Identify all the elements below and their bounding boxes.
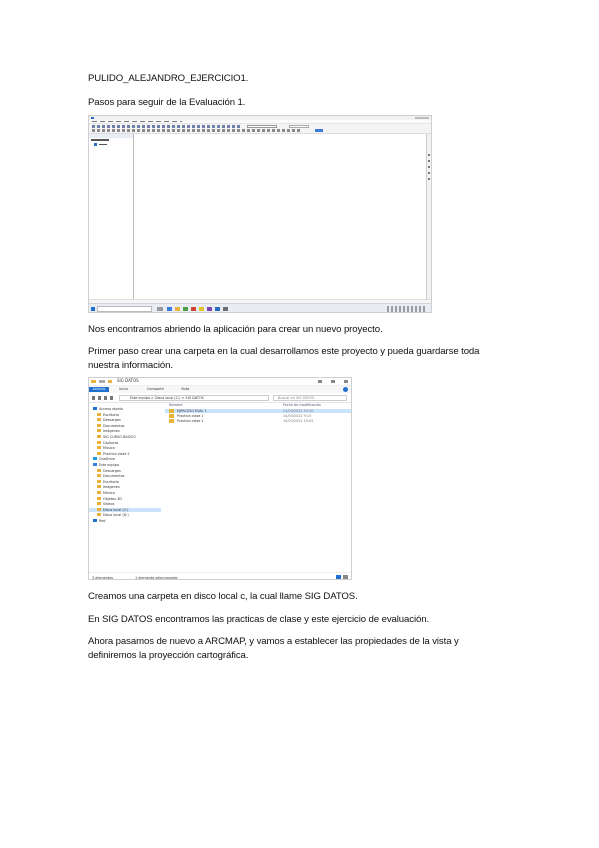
nav-item-label: Imágenes bbox=[103, 485, 120, 490]
nav-item-label: Vídeos bbox=[103, 502, 115, 507]
nav-item-icon bbox=[97, 424, 101, 427]
nav-item-label: Descargas bbox=[103, 418, 121, 423]
nav-item[interactable] bbox=[89, 519, 161, 523]
nav-item-icon bbox=[93, 519, 97, 522]
nav-item-icon bbox=[97, 497, 101, 500]
toolbar-icons-row2[interactable] bbox=[92, 129, 302, 132]
window-controls[interactable] bbox=[318, 380, 348, 383]
explorer-titlebar bbox=[89, 378, 351, 386]
nav-item-icon bbox=[97, 441, 101, 444]
file-row-selected[interactable] bbox=[165, 409, 351, 413]
editor-dropdown[interactable] bbox=[289, 125, 309, 128]
folder-icon bbox=[169, 419, 174, 423]
nav-item[interactable] bbox=[89, 457, 161, 461]
table-of-contents[interactable] bbox=[89, 134, 134, 299]
taskbar-search-box[interactable] bbox=[97, 306, 152, 312]
nav-item[interactable] bbox=[89, 491, 161, 495]
file-row[interactable] bbox=[165, 419, 351, 423]
layers-icon bbox=[94, 143, 97, 146]
nav-item-icon bbox=[97, 474, 101, 477]
nav-item-icon bbox=[93, 463, 97, 466]
nav-item[interactable] bbox=[89, 441, 161, 445]
toolbar-icons-row1[interactable] bbox=[92, 125, 242, 128]
nav-item[interactable] bbox=[89, 513, 161, 517]
paragraph-2-line1: Primer paso crear una carpeta en la cual desarrollamos este proyecto y pueda guardarse toda bbox=[88, 346, 480, 357]
nav-item-label: Practica clase 2 bbox=[103, 451, 130, 456]
nav-item-icon bbox=[97, 491, 101, 494]
app-icon-gray[interactable] bbox=[223, 307, 228, 311]
column-header-name[interactable]: Nombre bbox=[169, 403, 183, 407]
folder-icon bbox=[169, 414, 174, 418]
nav-item[interactable] bbox=[89, 446, 161, 450]
file-list[interactable] bbox=[165, 403, 351, 571]
map-display[interactable] bbox=[134, 134, 427, 299]
file-name: EJERCICIO EVAL 1 bbox=[177, 409, 207, 413]
document-subtitle: Pasos para seguir de la Evaluación 1. bbox=[88, 97, 246, 108]
nav-item-icon bbox=[97, 418, 101, 421]
folder-icon bbox=[169, 409, 174, 413]
navigation-pane[interactable] bbox=[89, 403, 161, 571]
view-toggle-icons[interactable] bbox=[336, 575, 348, 579]
nav-item-icon bbox=[97, 413, 101, 416]
file-explorer-icon[interactable] bbox=[175, 307, 180, 311]
arcmap-logo-icon bbox=[91, 117, 94, 119]
store-icon[interactable] bbox=[183, 307, 188, 311]
nav-item[interactable] bbox=[89, 413, 161, 417]
nav-item-icon bbox=[93, 407, 97, 410]
app-icon-purple[interactable] bbox=[207, 307, 212, 311]
nav-item-label: Escritorio bbox=[103, 479, 119, 484]
nav-item[interactable] bbox=[89, 474, 161, 478]
nav-item[interactable] bbox=[89, 424, 161, 428]
nav-item[interactable] bbox=[89, 407, 161, 411]
nav-item[interactable] bbox=[89, 469, 161, 473]
help-icon[interactable] bbox=[343, 387, 348, 392]
nav-item-icon bbox=[97, 480, 101, 483]
tab-archivo[interactable]: Archivo bbox=[89, 387, 109, 392]
nav-item-icon bbox=[97, 452, 101, 455]
nav-item-label: Imágenes bbox=[103, 429, 120, 434]
tab-compartir[interactable]: Compartir bbox=[147, 387, 165, 391]
nav-item[interactable] bbox=[89, 418, 161, 422]
nav-item[interactable] bbox=[89, 480, 161, 484]
search-placeholder: Buscar en SIG DATOS bbox=[278, 396, 315, 400]
nav-item-icon bbox=[97, 469, 101, 472]
nav-item-icon bbox=[97, 446, 101, 449]
nav-item[interactable] bbox=[89, 497, 161, 501]
nav-item-label: Disco local (D:) bbox=[103, 513, 129, 518]
nav-item-icon bbox=[97, 502, 101, 505]
document-title: PULIDO_ALEJANDRO_EJERCICIO1. bbox=[88, 73, 249, 84]
nav-item-label: SIG CURSO BASICO bbox=[103, 435, 136, 439]
nav-item-label: Música bbox=[103, 491, 115, 495]
file-date: 14/03/2022 9:15 bbox=[283, 414, 312, 418]
windows-start-icon[interactable] bbox=[91, 307, 95, 311]
nav-item-icon bbox=[93, 457, 97, 460]
status-selected: 1 elemento seleccionado bbox=[135, 576, 178, 580]
paragraph-3: Creamos una carpeta en disco local c, la cual llame SIG DATOS. bbox=[88, 591, 358, 602]
column-header-date[interactable]: Fecha de modificación bbox=[283, 403, 321, 407]
nav-arrows-icon[interactable] bbox=[92, 396, 114, 400]
app-icon-yellow[interactable] bbox=[199, 307, 204, 311]
highlight-tool-icon[interactable] bbox=[315, 129, 323, 132]
nav-item[interactable] bbox=[89, 452, 161, 456]
explorer-screenshot bbox=[88, 377, 352, 580]
paragraph-2-line2: nuestra información. bbox=[88, 360, 173, 371]
file-date: 21/03/2022 10:20 bbox=[283, 409, 314, 413]
paragraph-4: En SIG DATOS encontramos las practicas de clase y este ejercicio de evaluación. bbox=[88, 614, 430, 625]
address-row[interactable] bbox=[89, 394, 351, 403]
nav-item-label: Música bbox=[103, 446, 115, 451]
file-date: 15/03/2022 10:05 bbox=[283, 419, 314, 423]
ribbon-tabs[interactable] bbox=[89, 386, 351, 393]
arcmap-taskbar-icon[interactable] bbox=[215, 307, 220, 311]
nav-item-label: Descargas bbox=[103, 468, 121, 473]
file-name: Practica clase 2 bbox=[177, 419, 204, 423]
tab-vista[interactable]: Vista bbox=[181, 387, 190, 391]
file-name: Practica clase 1 bbox=[177, 414, 204, 418]
paragraph-5-line1: Ahora pasamos de nuevo a ARCMAP, y vamos a establecer las propiedades de la vista y bbox=[88, 636, 459, 647]
nav-item-label: Este equipo bbox=[99, 463, 119, 467]
windows-taskbar[interactable] bbox=[89, 303, 431, 313]
address-path: Este equipo > Disco local (C:) > SIG DATOS bbox=[130, 396, 204, 400]
folder-icon bbox=[91, 380, 96, 383]
side-toolbar[interactable] bbox=[426, 134, 431, 299]
arcmap-toolbar[interactable] bbox=[89, 124, 431, 134]
search-box[interactable] bbox=[273, 395, 347, 401]
nav-item-label: Documentos bbox=[103, 423, 125, 428]
status-count: 3 elementos bbox=[92, 576, 114, 580]
nav-item-label: OneDrive bbox=[99, 457, 115, 462]
nav-item-label: Disco local (C:) bbox=[103, 507, 129, 512]
address-bar[interactable] bbox=[119, 395, 269, 401]
nav-item-icon bbox=[97, 508, 101, 511]
nav-item[interactable] bbox=[89, 429, 161, 433]
app-icon-red[interactable] bbox=[191, 307, 196, 311]
nav-item-label: Acceso rápido bbox=[99, 407, 123, 411]
window-controls[interactable] bbox=[415, 117, 429, 119]
task-view-icon[interactable] bbox=[157, 307, 163, 311]
paragraph-5-line2: definiremos la proyección cartográfica. bbox=[88, 650, 249, 661]
tab-inicio[interactable]: Inicio bbox=[119, 387, 128, 391]
nav-item-label: Objetos 3D bbox=[103, 496, 122, 501]
nav-item[interactable] bbox=[89, 502, 161, 506]
system-tray[interactable] bbox=[387, 306, 427, 312]
nav-item[interactable] bbox=[89, 463, 161, 467]
nav-item-label: Capturas bbox=[103, 440, 119, 445]
nav-item-icon bbox=[97, 485, 101, 488]
edge-icon[interactable] bbox=[167, 307, 172, 311]
nav-item[interactable] bbox=[89, 435, 161, 439]
nav-item[interactable] bbox=[89, 508, 161, 512]
arcmap-screenshot bbox=[88, 115, 432, 313]
nav-item-label: Escritorio bbox=[103, 412, 119, 417]
nav-item-icon bbox=[97, 429, 101, 432]
nav-item[interactable] bbox=[89, 485, 161, 489]
paragraph-1: Nos encontramos abriendo la aplicación para crear un nuevo proyecto. bbox=[88, 324, 383, 335]
file-row[interactable] bbox=[165, 414, 351, 418]
nav-item-label: Documentos bbox=[103, 474, 125, 479]
nav-item-icon bbox=[97, 513, 101, 516]
explorer-title: SIG DATOS bbox=[117, 378, 139, 383]
nav-item-icon bbox=[97, 435, 101, 438]
nav-item-label: Red bbox=[99, 519, 106, 523]
scale-dropdown[interactable] bbox=[247, 125, 277, 128]
explorer-status-bar bbox=[89, 572, 351, 580]
